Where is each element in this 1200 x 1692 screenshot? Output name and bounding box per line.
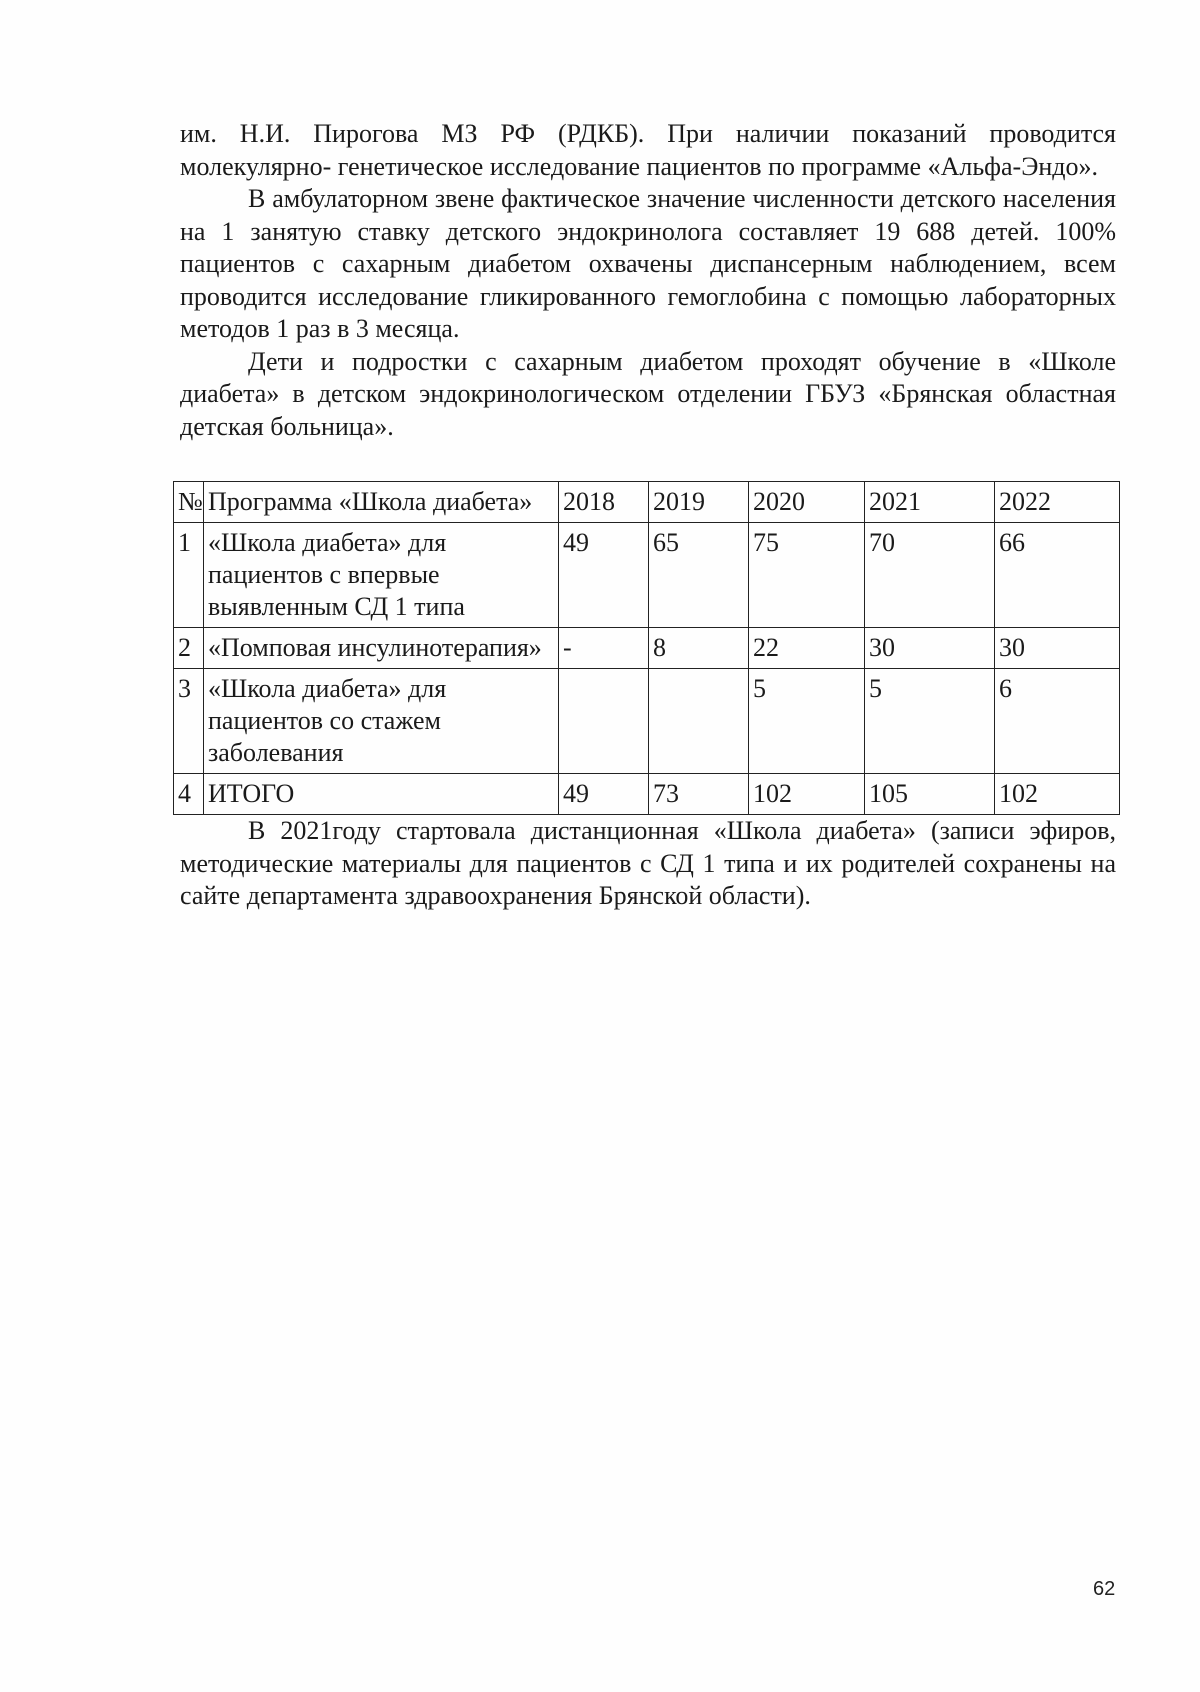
table-cell: «Помповая инсулинотерапия»	[204, 628, 559, 669]
table-cell: 102	[749, 774, 865, 815]
page-number: 62	[1093, 1578, 1116, 1600]
table-cell: «Школа диабета» для пациентов со стажем заболевания	[204, 669, 559, 774]
table-cell: 6	[995, 669, 1120, 774]
table-cell: 3	[174, 669, 204, 774]
table-cell: -	[559, 628, 649, 669]
header-program: Программа «Школа диабета»	[204, 482, 559, 523]
table-row-total	[174, 774, 1120, 815]
table-cell: 4	[174, 774, 204, 815]
page-content	[180, 118, 1116, 913]
table-cell	[649, 669, 749, 774]
table-cell: 30	[865, 628, 995, 669]
table-cell: 1	[174, 523, 204, 628]
paragraph-2: В амбулаторном звене фактическое значение численности детского населения на 1 занятую ставку детского эндокринолога составляет 19 688 детей. 100% пациентов с сахарным диабетом охвачены диспансерным наблюдением, всем проводится исследование гликированного гемоглобина с помощью лабораторных методов 1 раз в 3 месяца.	[180, 184, 1116, 343]
table-cell: 49	[559, 523, 649, 628]
table-cell: 8	[649, 628, 749, 669]
header-number: №	[174, 482, 204, 523]
paragraph-1: им. Н.И. Пирогова МЗ РФ (РДКБ). При наличии показаний проводится молекулярно- генетическое исследование пациентов по программе «Альфа-Эндо».	[180, 119, 1116, 181]
diabetes-school-table	[173, 481, 1120, 815]
table-cell: 5	[865, 669, 995, 774]
table-cell: 105	[865, 774, 995, 815]
table-cell: 49	[559, 774, 649, 815]
table-cell: 65	[649, 523, 749, 628]
table-header-row	[174, 482, 1120, 523]
table-cell: 30	[995, 628, 1120, 669]
table-row	[174, 628, 1120, 669]
paragraph-3: Дети и подростки с сахарным диабетом проходят обучение в «Школе диабета» в детском эндокринологическом отделении ГБУЗ «Брянская областная детская больница».	[180, 346, 1116, 441]
table-row	[174, 669, 1120, 774]
table-cell: 102	[995, 774, 1120, 815]
header-2022: 2022	[995, 482, 1120, 523]
table-cell: ИТОГО	[204, 774, 559, 815]
header-2021: 2021	[865, 482, 995, 523]
table-cell: 5	[749, 669, 865, 774]
table-cell	[559, 669, 649, 774]
table-cell: 22	[749, 628, 865, 669]
header-2018: 2018	[559, 482, 649, 523]
table-cell: 75	[749, 523, 865, 628]
table-row	[174, 523, 1120, 628]
header-2020: 2020	[749, 482, 865, 523]
table-cell: 66	[995, 523, 1120, 628]
header-2019: 2019	[649, 482, 749, 523]
table-cell: 2	[174, 628, 204, 669]
table-cell: 73	[649, 774, 749, 815]
table-cell: «Школа диабета» для пациентов с впервые выявленным СД 1 типа	[204, 523, 559, 628]
paragraph-after-table: В 2021году стартовала дистанционная «Школа диабета» (записи эфиров, методические материалы для пациентов с СД 1 типа и их родителей сохранены на сайте департамента здравоохранения Брянской области).	[180, 816, 1116, 910]
table-cell: 70	[865, 523, 995, 628]
